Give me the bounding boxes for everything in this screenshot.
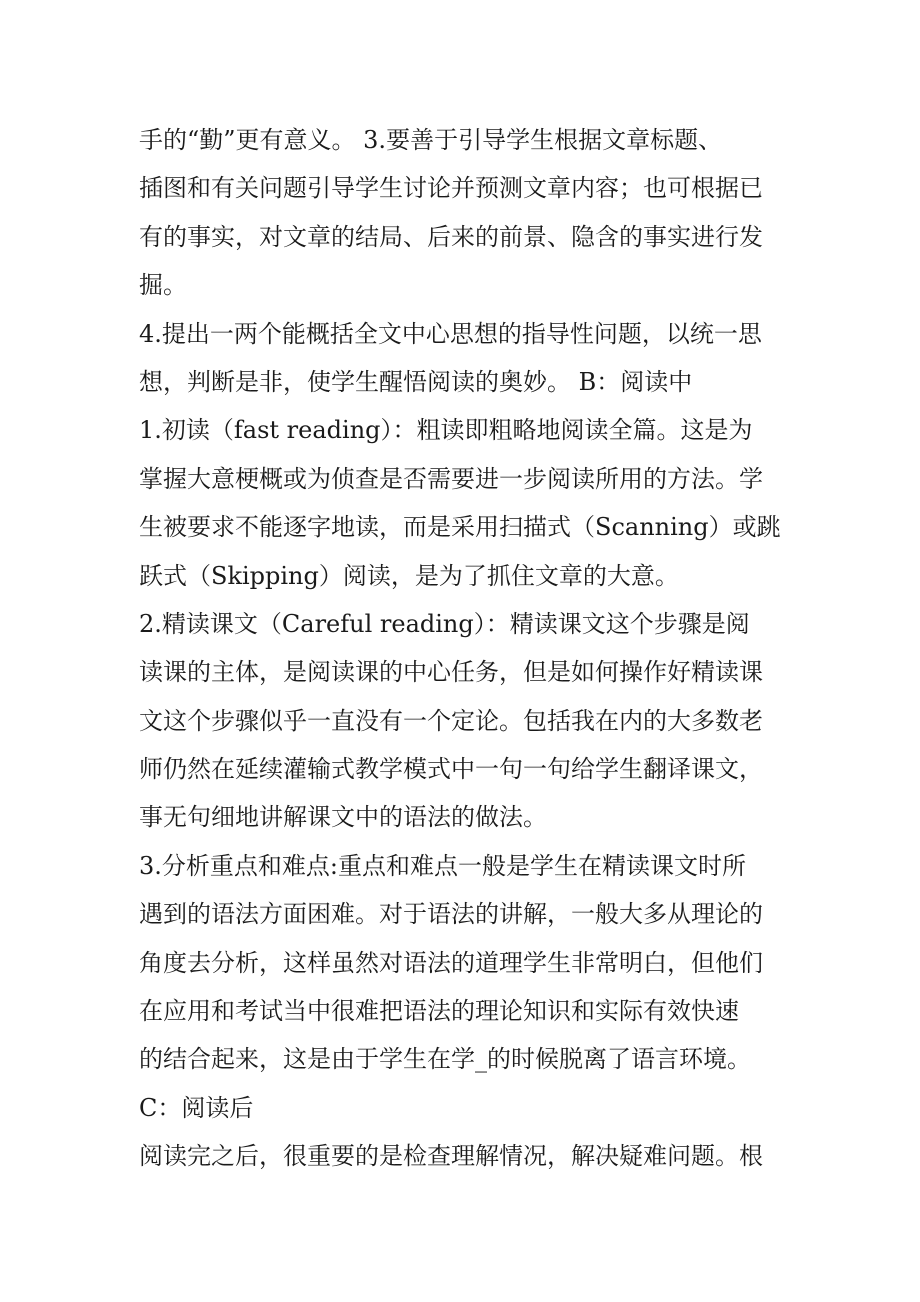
text-line: 1.初读（fast reading）：粗读即粗略地阅读全篇。这是为	[139, 416, 753, 445]
text-line: 3.分析重点和难点:重点和难点一般是学生在精读课文时所	[139, 851, 746, 880]
text-line: 插图和有关问题引导学生讨论并预测文章内容；也可根据已	[139, 174, 763, 203]
text-line: 想，判断是非，使学生醒悟阅读的奥妙。 B：阅读中	[139, 367, 693, 396]
text-line: 手的“勤”更有意义。 3.要善于引导学生根据文章标题、	[139, 126, 723, 154]
text-line: 掘。	[139, 271, 187, 300]
text-line: 读课的主体，是阅读课的中心任务，但是如何操作好精读课	[139, 658, 763, 687]
text-line: 有的事实，对文章的结局、后来的前景、隐含的事实进行发	[139, 222, 763, 251]
text-line: 在应用和考试当中很难把语法的理论知识和实际有效快速	[139, 997, 739, 1026]
text-line: 生被要求不能逐字地读，而是采用扫描式（Scanning）或跳	[139, 513, 781, 542]
text-line: 4.提出一两个能概括全文中心思想的指导性问题，以统一思	[139, 319, 762, 348]
text-line: 角度去分析，这样虽然对语法的道理学生非常明白，但他们	[139, 948, 763, 977]
text-line: 阅读完之后，很重要的是检查理解情况，解决疑难问题。根	[139, 1142, 763, 1171]
text-line: 师仍然在延续灌输式教学模式中一句一句给学生翻译课文，	[139, 755, 763, 784]
text-line: 掌握大意梗概或为侦查是否需要进一步阅读所用的方法。学	[139, 464, 763, 493]
text-body	[139, 116, 799, 1181]
text-line: 跃式（Skipping）阅读，是为了抓住文章的大意。	[139, 561, 679, 590]
text-line: C：阅读后	[139, 1093, 254, 1122]
text-line: 事无句细地讲解课文中的语法的做法。	[139, 803, 547, 832]
text-line: 的结合起来，这是由于学生在学_的时候脱离了语言环境。	[139, 1045, 751, 1074]
text-line: 文这个步骤似乎一直没有一个定论。包括我在内的大多数老	[139, 706, 763, 735]
text-line: 2.精读课文（Careful reading）：精读课文这个步骤是阅	[139, 609, 750, 638]
text-line: 遇到的语法方面困难。对于语法的讲解，一般大多从理论的	[139, 900, 763, 929]
